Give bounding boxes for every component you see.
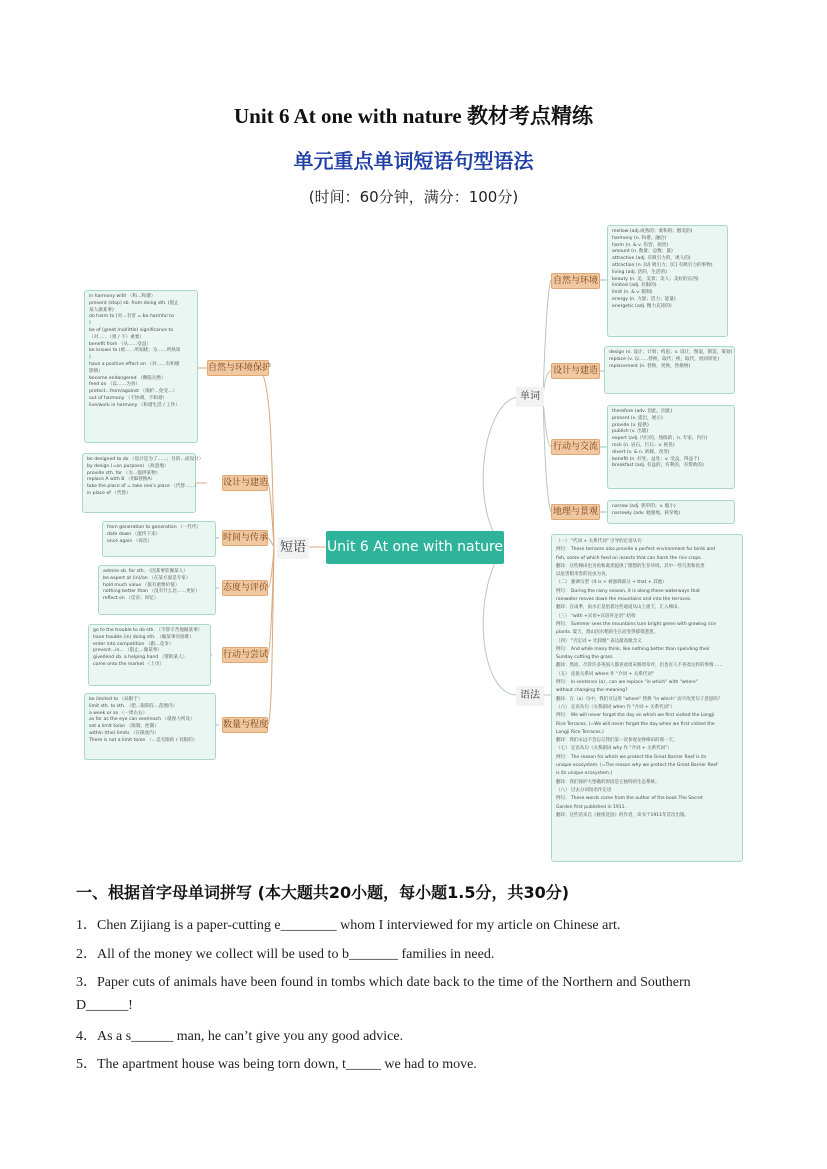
box-line: （对……（很 / 不）重要） [89, 334, 145, 340]
box-line: unique ecosystem. (=The reason why we protect the Great Barrier Reef [556, 763, 718, 769]
box-line: benefit from （从……受益） [89, 341, 151, 347]
grammar-box [551, 534, 743, 862]
word-box-geography [607, 500, 735, 524]
box-line: replace A with B （用B替换A） [87, 477, 156, 483]
branch-phrases: 短语 [277, 537, 309, 559]
box-line: without changing the meaning? [556, 688, 628, 694]
box-line: energy (n. 力量；活力；能量) [612, 296, 676, 302]
branch-words: 单词 [516, 387, 544, 407]
box-line: （六） 定语从句（关系副词 when 作 "介词 + 关系代词"） [556, 704, 675, 710]
box-line: date down （流传下来） [107, 531, 161, 537]
box-line: in harmony with （和…和谐） [89, 294, 156, 299]
box-line: Sunday cutting the grass. [556, 655, 614, 661]
box-line: provide (v. 提供) [612, 422, 649, 428]
box-line: 以危害稻米害的昆虫为食。 [556, 572, 610, 578]
box-line: feed on （以……为食） [89, 382, 140, 388]
box-line: plants. 夏天，群山因水稻的生长而变得郁郁葱葱。 [556, 630, 659, 636]
question-2: 2．All of the money we collect will be used to b_______ families in need. [76, 947, 495, 962]
box-line: prevent (stop) sb. from doing sth. (阻止 [89, 300, 179, 306]
box-line: 例句： And while many think, like nothing better than spending their [556, 646, 710, 652]
box-line: harm (n. & v. 伤害；损害) [612, 242, 669, 248]
right-tag: 行动与交流 [551, 439, 600, 455]
box-line: be designed to do （设计是为了……；目的…而设计） [87, 457, 204, 462]
box-line: （五） 连接关系词 where 作 "介词 + 关系代词" [556, 671, 654, 677]
box-line: have trouble (in) doing sth. （做某事有困难） [93, 634, 194, 640]
box-line: protect...from/against （保护…免受…） [89, 389, 178, 395]
box-line: take the place of = take one's place （代替……） [87, 484, 199, 490]
box-line: （七） 定语从句（关系副词 why 作 "介词 + 关系代词"） [556, 746, 672, 752]
box-line: 例句： The reason for which we protect the Great Barrier Reef is its [556, 754, 707, 760]
box-line: benefit (n. 好处，益处；v. 受益，得益于) [612, 456, 700, 462]
box-line: amount (n. 数量；总数；量) [612, 249, 673, 255]
box-line: divert (v. & n. 转移，改变) [612, 449, 670, 455]
page-title: Unit 6 At one with nature 教材考点精练 [234, 104, 593, 128]
mind-map [0, 215, 827, 865]
left-tag: 行动与尝试 [222, 647, 268, 663]
phrase-box-design [82, 453, 204, 513]
left-tag: 时间与传承 [222, 530, 268, 546]
word-box-action [607, 405, 735, 489]
box-line: limited (adj. 有限的) [612, 283, 657, 289]
branch-grammar: 语法 [516, 686, 544, 706]
right-tag: 自然与环境 [551, 273, 600, 289]
box-line: harmony (n. 和谐，融洽) [612, 235, 667, 241]
box-line: be expert at (in)/on （在某方面是专家） [103, 575, 191, 581]
box-line: narrowly (adv. 勉强地，狭窄地) [612, 510, 681, 516]
box-line: 某人做某事) [89, 307, 114, 313]
box-line: prevent...in... （阻止…做某事） [93, 648, 162, 654]
box-line: 翻译：我们保护大堡礁的原因是它独特的生态系统。 [556, 779, 660, 785]
box-line: 例句： These words come from the author of the book The Secret [556, 796, 703, 802]
box-line: from generation to generation （一代代） [107, 525, 202, 530]
box-line: rainwater moves down the mountains and into the terraces. [556, 597, 692, 603]
phrase-box-nature [84, 290, 198, 443]
box-line: attraction (n. [U] 吸引力；[C] 有吸引力的事物) [612, 262, 713, 268]
mindmap-center: Unit 6 At one with nature [326, 531, 504, 564]
box-line: reflect on （反省；回忆） [103, 596, 159, 602]
box-line: as far as the eye can see/reach （就视力所及） [89, 717, 195, 723]
box-line: be known to (被……所知晓；为……所熟知 [89, 348, 181, 354]
right-tag: 设计与建造 [551, 363, 600, 379]
left-tag: 态度与评价 [222, 580, 268, 596]
box-line: become endangered （濒临灭绝） [89, 375, 166, 381]
box-line: mellow (adj.成熟的；柔和的；醇美的) [612, 229, 693, 234]
box-line: （三） "with +宾语+宾语补足语" 结构 [556, 613, 636, 619]
box-line: expert (adj. 内行的，熟练的；n. 专家，内行) [612, 436, 708, 442]
box-line: is its unique ecosystem.) [556, 771, 613, 777]
box-line: Garden first published in 1911. [556, 804, 626, 810]
box-line: Rice Terraces. (=We will never forget the day when we first visited the [556, 721, 715, 727]
box-line: （一） "代词 + 关系代词" 引导的定语从句 [556, 539, 642, 544]
box-line: 翻译：我们永远不会忘记我们第一次参观龙脊梯田的那一天。 [556, 738, 678, 744]
box-line: 例句： During the rainy season, it is along these waterways that [556, 588, 700, 594]
box-line: ) [89, 321, 91, 327]
box-line: narrow (adj. 狭窄的；v. 缩小) [612, 504, 676, 509]
box-line: replacement (n. 替换，更换，替换物) [609, 363, 691, 369]
phrase-box-time [102, 521, 216, 557]
question-4: 4．As a s______ man, he can’t give you any good advice. [76, 1029, 404, 1044]
box-line: have a positive effect on （对……有积极 [89, 361, 180, 367]
left-tag: 数量与程度 [222, 717, 268, 733]
left-tag: 设计与建造 [222, 475, 268, 491]
box-line: nothing better than （没有什么比……更好） [103, 589, 200, 595]
box-line: do harm to (对…有害 = be harmful to [89, 314, 174, 320]
box-line: replace (v. 以……替换，取代；换，取代，放回原处) [609, 356, 719, 362]
box-line: （二） 强调句型（It is + 被强调部分 + that + 其他） [556, 580, 667, 586]
word-box-nature [607, 225, 728, 337]
box-line: rock (n. 岩石，巨石；v. 摇晃) [612, 442, 675, 448]
box-line: 翻译：在雨季，雨水正是沿着这些通道从山上流下，汇入梯田。 [556, 605, 682, 611]
box-line: 翻译：这些梯田也为鱼和禽类提供了理想的生存环境，其中一些鸟类和鱼类 [556, 563, 705, 569]
box-line: attractive (adj. 有吸引力的，诱人的) [612, 256, 691, 262]
box-line: 例句： In sentence (a) , can we replace "in which" with "where" [556, 680, 698, 686]
box-line: set a limit to/on （限制，控制） [89, 724, 159, 730]
box-line: 翻译：在（a）句中，我们可以用 "where" 替换 "in which" 而不改变句子意思吗？ [556, 696, 723, 702]
question-1: 1．Chen Zijiang is a paper-cutting e________ whom I interviewed for my article on Chinese art. [76, 918, 621, 933]
box-line: （四） "否定词 + 比较级" 表达最高级含义 [556, 638, 642, 644]
box-line: There is not a limit to/on （…是无限的 / 有限的） [89, 737, 198, 743]
box-line: provide sth. for （为…提供某物） [87, 470, 161, 476]
section-heading: 一、根据首字母单词拼写 (本大题共20小题，每小题1.5分，共30分) [76, 883, 570, 902]
box-line: living (adj. 活的，生活的) [612, 269, 667, 275]
box-line: energetic (adj. 精力充沛的) [612, 303, 672, 309]
box-line: 翻译：这些话来自《秘密花园》的作者，该书于1911年首次出版。 [556, 812, 689, 818]
box-line: breakfast (adj. 有益的，有利的，有帮助的) [612, 463, 704, 469]
box-line: therefore (adv. 因此，因此) [612, 409, 673, 414]
box-line: ) [89, 355, 91, 361]
box-line: enter into competition （跟…竞争） [93, 641, 174, 647]
box-line: Longji Rice Terraces.) [556, 729, 604, 735]
phrase-box-attitude [98, 565, 216, 615]
box-line: present (v. 提出，展示) [612, 415, 663, 421]
box-line: within (the) limits （在限度内） [89, 730, 159, 736]
box-line: give/lend sb. a helping hand （帮助某人） [93, 655, 188, 661]
box-line: 例句： These terraces also provide a perfect environment for birds and [556, 547, 716, 553]
time-info: (时间：60分钟，满分：100分) [308, 188, 519, 206]
box-line: design (n. 设计，计划；构思；v. 设计，图案，制造，策划) [609, 350, 733, 355]
box-line: out of harmony （不协调，不和谐） [89, 395, 168, 401]
question-3: 3．Paper cuts of animals have been found in tombs which date back to the time of the Northern and Southern [76, 975, 691, 990]
box-line: a week or so （一周左右） [89, 710, 148, 716]
box-line: publish (v. 出版) [612, 429, 649, 435]
box-line: be limited to （局限于） [89, 697, 143, 702]
question-3-continued: D______! [76, 998, 133, 1013]
left-tag: 自然与环境保护 [207, 360, 269, 376]
box-line: admire sb. for sth. （因某事钦佩某人） [103, 569, 188, 574]
box-line: be of (great /no/little) significance to [89, 327, 174, 333]
box-line: come onto the market （上市） [93, 661, 165, 667]
box-line: by design (=on purpose) （故意地） [87, 463, 169, 469]
box-line: fish, some of which feed on insects that can harm the rice crops. [556, 555, 703, 561]
box-line: live/work in harmony （和谐生活 / 工作） [89, 402, 180, 408]
box-line: 影响） [89, 368, 103, 374]
question-5: 5．The apartment house was being torn down, t_____ we had to move. [76, 1057, 477, 1072]
box-line: limit (n. & v. 限制) [612, 290, 653, 296]
box-line: limit sth. to sth. （把…限制在…范围内） [89, 703, 178, 709]
box-line: 例句： We will never forget the day on which we first visited the Longji [556, 713, 715, 719]
phrase-box-action [88, 624, 211, 686]
word-box-design [604, 346, 735, 394]
box-line: beauty (n. 美，美景；美人；美好的东西) [612, 276, 699, 282]
phrase-box-degree [84, 693, 216, 760]
page-subtitle: 单元重点单词短语句型语法 [293, 149, 534, 173]
box-line: （八） 过去分词短语作定语 [556, 787, 612, 793]
box-line: 翻译：然而，尽管许多英国人都喜欢周末修剪草坪，但也有人不喜欢这样的事情…… [556, 663, 723, 669]
box-line: in place of （代替） [87, 490, 131, 496]
box-line: hold much value （很有重要价值） [103, 582, 180, 588]
box-line: 例句： Summer sees the mountains turn bright green with growing rice [556, 621, 716, 627]
box-line: go to the trouble to do sth. （不辞辛苦地做某事） [93, 628, 203, 633]
right-tag: 地理与景观 [551, 504, 600, 520]
box-line: once again （再次） [107, 538, 153, 544]
